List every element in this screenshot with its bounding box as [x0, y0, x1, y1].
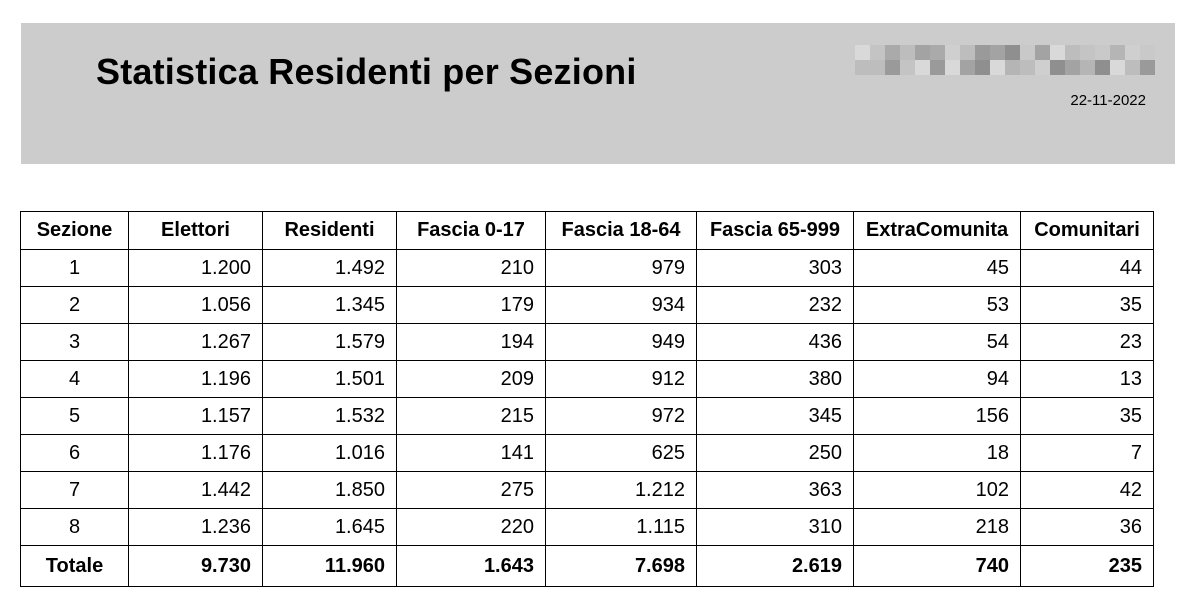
redaction-pixel — [1125, 45, 1140, 60]
redaction-pixel — [1095, 45, 1110, 60]
redaction-pixel — [1005, 45, 1020, 60]
redaction-pixel — [900, 45, 915, 60]
cell-fascia-65-999: 310 — [697, 509, 854, 546]
cell-elettori: 1.157 — [129, 398, 263, 435]
table-row — [21, 324, 1154, 361]
cell-fascia-18-64: 625 — [546, 435, 697, 472]
redaction-pixel — [915, 45, 930, 60]
cell-fascia-18-64: 972 — [546, 398, 697, 435]
cell-comunitari: 35 — [1021, 398, 1154, 435]
cell-elettori: 1.176 — [129, 435, 263, 472]
cell-fascia-0-17: 275 — [397, 472, 546, 509]
cell-residenti: 1.532 — [263, 398, 397, 435]
total-comunitari: 235 — [1021, 546, 1154, 587]
redaction-pixel — [1110, 45, 1125, 60]
cell-elettori: 1.200 — [129, 250, 263, 287]
cell-extracomunita: 102 — [854, 472, 1021, 509]
redaction-pixel — [855, 60, 870, 75]
redaction-pixel — [885, 60, 900, 75]
redaction-pixel — [870, 45, 885, 60]
redaction-pixel — [945, 60, 960, 75]
redaction-pixel — [1080, 60, 1095, 75]
cell-residenti: 1.850 — [263, 472, 397, 509]
redaction-pixel — [1035, 60, 1050, 75]
redaction-pixel — [930, 45, 945, 60]
redaction-pixel — [975, 60, 990, 75]
cell-comunitari: 42 — [1021, 472, 1154, 509]
cell-residenti: 1.501 — [263, 361, 397, 398]
cell-fascia-0-17: 194 — [397, 324, 546, 361]
column-header-fascia-0-17: Fascia 0-17 — [397, 212, 546, 250]
cell-comunitari: 13 — [1021, 361, 1154, 398]
table-header-row — [21, 212, 1154, 250]
redaction-pixel — [1050, 45, 1065, 60]
redaction-pixel — [900, 60, 915, 75]
cell-fascia-65-999: 232 — [697, 287, 854, 324]
report-header — [21, 23, 1175, 164]
cell-sezione: 5 — [21, 398, 129, 435]
cell-fascia-65-999: 345 — [697, 398, 854, 435]
redaction-pixel — [1065, 45, 1080, 60]
cell-elettori: 1.442 — [129, 472, 263, 509]
total-fascia-18-64: 7.698 — [546, 546, 697, 587]
redaction-pixel — [1095, 60, 1110, 75]
redaction-pixel — [1110, 60, 1125, 75]
cell-fascia-18-64: 912 — [546, 361, 697, 398]
redaction-pixel — [870, 60, 885, 75]
cell-fascia-65-999: 250 — [697, 435, 854, 472]
cell-fascia-0-17: 209 — [397, 361, 546, 398]
redaction-pixel — [960, 60, 975, 75]
table-row — [21, 287, 1154, 324]
column-header-extracomunita: ExtraComunita — [854, 212, 1021, 250]
redaction-pixel — [855, 45, 870, 60]
cell-comunitari: 36 — [1021, 509, 1154, 546]
cell-sezione: 1 — [21, 250, 129, 287]
cell-sezione: 6 — [21, 435, 129, 472]
table-row — [21, 435, 1154, 472]
redaction-pixel — [990, 60, 1005, 75]
cell-extracomunita: 54 — [854, 324, 1021, 361]
table-row — [21, 361, 1154, 398]
cell-comunitari: 7 — [1021, 435, 1154, 472]
cell-fascia-0-17: 179 — [397, 287, 546, 324]
table-row — [21, 398, 1154, 435]
page-title: Statistica Residenti per Sezioni — [96, 51, 637, 92]
cell-elettori: 1.236 — [129, 509, 263, 546]
total-residenti: 11.960 — [263, 546, 397, 587]
redaction-pixel — [1125, 60, 1140, 75]
cell-sezione: 7 — [21, 472, 129, 509]
redaction-pixel — [1050, 60, 1065, 75]
redaction-pixel — [945, 45, 960, 60]
table-total-row — [21, 546, 1154, 587]
cell-elettori: 1.196 — [129, 361, 263, 398]
cell-fascia-65-999: 303 — [697, 250, 854, 287]
cell-comunitari: 35 — [1021, 287, 1154, 324]
cell-residenti: 1.016 — [263, 435, 397, 472]
total-extracomunita: 740 — [854, 546, 1021, 587]
total-fascia-0-17: 1.643 — [397, 546, 546, 587]
cell-comunitari: 44 — [1021, 250, 1154, 287]
cell-fascia-0-17: 220 — [397, 509, 546, 546]
redaction-pixel — [990, 45, 1005, 60]
cell-elettori: 1.267 — [129, 324, 263, 361]
cell-extracomunita: 156 — [854, 398, 1021, 435]
stats-table — [20, 211, 1154, 587]
redaction-pixel — [915, 60, 930, 75]
cell-elettori: 1.056 — [129, 287, 263, 324]
column-header-fascia-65-999: Fascia 65-999 — [697, 212, 854, 250]
table-row — [21, 509, 1154, 546]
redaction-pixel — [1140, 45, 1155, 60]
total-fascia-65-999: 2.619 — [697, 546, 854, 587]
cell-extracomunita: 218 — [854, 509, 1021, 546]
cell-comunitari: 23 — [1021, 324, 1154, 361]
cell-fascia-18-64: 949 — [546, 324, 697, 361]
cell-extracomunita: 53 — [854, 287, 1021, 324]
total-sezione: Totale — [21, 546, 129, 587]
redaction-pixel — [930, 60, 945, 75]
redaction-pixel — [1035, 45, 1050, 60]
column-header-comunitari: Comunitari — [1021, 212, 1154, 250]
cell-fascia-18-64: 934 — [546, 287, 697, 324]
cell-sezione: 8 — [21, 509, 129, 546]
cell-fascia-65-999: 380 — [697, 361, 854, 398]
cell-extracomunita: 18 — [854, 435, 1021, 472]
cell-residenti: 1.579 — [263, 324, 397, 361]
column-header-fascia-18-64: Fascia 18-64 — [546, 212, 697, 250]
cell-residenti: 1.492 — [263, 250, 397, 287]
redaction-pixel — [975, 45, 990, 60]
cell-fascia-18-64: 979 — [546, 250, 697, 287]
cell-fascia-18-64: 1.115 — [546, 509, 697, 546]
redaction-pixel — [960, 45, 975, 60]
table-body — [21, 250, 1154, 587]
cell-extracomunita: 45 — [854, 250, 1021, 287]
table-row — [21, 250, 1154, 287]
cell-sezione: 3 — [21, 324, 129, 361]
column-header-sezione: Sezione — [21, 212, 129, 250]
cell-fascia-65-999: 436 — [697, 324, 854, 361]
total-elettori: 9.730 — [129, 546, 263, 587]
redaction-pixel — [885, 45, 900, 60]
cell-fascia-0-17: 215 — [397, 398, 546, 435]
cell-fascia-0-17: 141 — [397, 435, 546, 472]
redacted-info — [855, 45, 1155, 75]
cell-sezione: 4 — [21, 361, 129, 398]
cell-residenti: 1.345 — [263, 287, 397, 324]
redaction-pixel — [1020, 45, 1035, 60]
report-date: 22-11-2022 — [1070, 92, 1146, 109]
cell-fascia-0-17: 210 — [397, 250, 546, 287]
cell-extracomunita: 94 — [854, 361, 1021, 398]
redaction-pixel — [1080, 45, 1095, 60]
redaction-pixel — [1065, 60, 1080, 75]
table-row — [21, 472, 1154, 509]
redaction-pixel — [1140, 60, 1155, 75]
column-header-elettori: Elettori — [129, 212, 263, 250]
cell-residenti: 1.645 — [263, 509, 397, 546]
redaction-pixel — [1020, 60, 1035, 75]
cell-fascia-18-64: 1.212 — [546, 472, 697, 509]
redaction-pixel — [1005, 60, 1020, 75]
cell-sezione: 2 — [21, 287, 129, 324]
cell-fascia-65-999: 363 — [697, 472, 854, 509]
column-header-residenti: Residenti — [263, 212, 397, 250]
